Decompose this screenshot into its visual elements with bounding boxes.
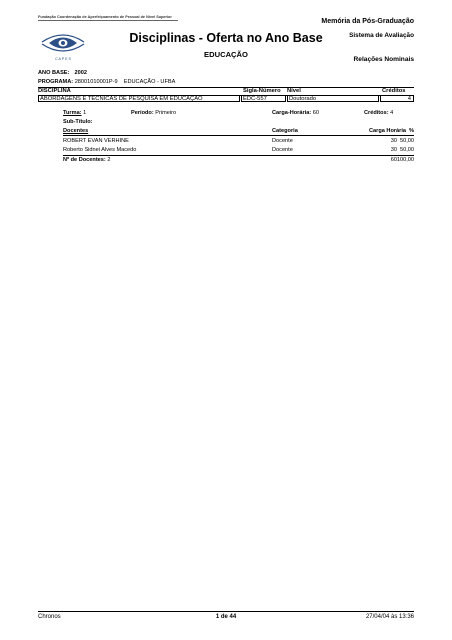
logo-text: C A P E S (55, 57, 71, 61)
programa-code: 28001010001P-9 (74, 79, 118, 85)
organization-name: Fundação Coordenação de Aperfeiçoamento de Pessoal de Nível Superior (38, 15, 172, 19)
col-sigla-header: Sigla-Número (243, 88, 281, 94)
footer-left: Chronos (38, 614, 61, 620)
col-nivel-header: Nível (287, 88, 301, 94)
docente-categoria: Docente (272, 138, 293, 144)
creditos-value: 4 (390, 110, 394, 116)
periodo-field (131, 110, 176, 116)
page-number: 1 de 44 (215, 614, 237, 620)
docente-categoria: Docente (272, 147, 293, 153)
discipline-nivel: Doutorado (289, 96, 317, 102)
total-docentes-label: Nº de Docentes: (63, 157, 106, 163)
docente-pct: 50,00 (400, 138, 414, 144)
footer-rule (38, 611, 414, 612)
carga-field (272, 110, 319, 116)
subtitulo-label: Sub-Título: (63, 119, 93, 125)
docente-pct: 50,00 (400, 147, 414, 153)
creditos-field (364, 110, 393, 116)
periodo-label: Período: (131, 110, 154, 116)
turma-value: 1 (83, 110, 87, 116)
carga-label: Carga-Horária: (272, 110, 312, 116)
pct-header-label: % (409, 128, 414, 134)
header-right-title: Memória da Pós-Graduação (321, 18, 414, 25)
programa-name: EDUCAÇÃO - UFBA (123, 79, 176, 85)
docente-name: ROBERT EVAN VERHINE (63, 138, 129, 144)
docentes-header-label: Docentes (63, 128, 89, 134)
report-title: Disciplinas - Oferta no Ano Base (129, 31, 323, 45)
ano-base-value: 2002 (74, 70, 87, 76)
pct-header (409, 128, 414, 134)
discipline-sigla: EDC-557 (243, 96, 267, 102)
footer-date: 27/04/04 às 13:36 (365, 614, 414, 620)
periodo-value: Primeiro (155, 110, 177, 116)
creditos-label: Créditos: (364, 110, 389, 116)
categoria-header (272, 128, 298, 134)
carga-value: 60 (312, 110, 319, 116)
discipline-name: ABORDAGENS E TÉCNICAS DE PESQUISA EM EDUCAÇÃO (40, 96, 203, 102)
docente-name: Roberto Sidnei Alves Macedo (63, 147, 137, 153)
programa-label: PROGRAMA: (38, 79, 74, 85)
docente-carga: 30 (390, 147, 397, 153)
turma-row (63, 110, 86, 116)
total-carga: 60 (390, 157, 397, 163)
col-disciplina-header: DISCIPLINA (38, 88, 71, 94)
header-right-system: Sistema de Avaliação (349, 32, 414, 39)
carga-horaria-header-label: Carga Horária (369, 128, 406, 134)
total-pct: 100,00 (396, 157, 414, 163)
table-header-top-rule (38, 87, 414, 88)
docente-carga: 30 (390, 138, 397, 144)
turma-label: Turma: (63, 110, 82, 116)
header-divider (38, 20, 178, 21)
subtitulo-row (63, 119, 93, 125)
discipline-creditos: 4 (407, 96, 411, 102)
carga-horaria-header (369, 128, 406, 134)
header-right-section: Relações Nominais (353, 56, 414, 63)
ano-base-label: ANO BASE: (38, 70, 70, 76)
report-subtitle: EDUCAÇÃO (204, 50, 248, 59)
total-docentes-count: 2 (107, 157, 111, 163)
docentes-total-rule (63, 155, 414, 156)
docentes-header (63, 128, 88, 134)
col-creditos-header: Créditos (382, 88, 406, 94)
docentes-header-rule (63, 135, 414, 136)
total-docentes-row (63, 157, 110, 163)
categoria-header-label: Categoria (272, 128, 298, 134)
programa-row (38, 79, 175, 85)
ano-base-row (38, 70, 87, 76)
